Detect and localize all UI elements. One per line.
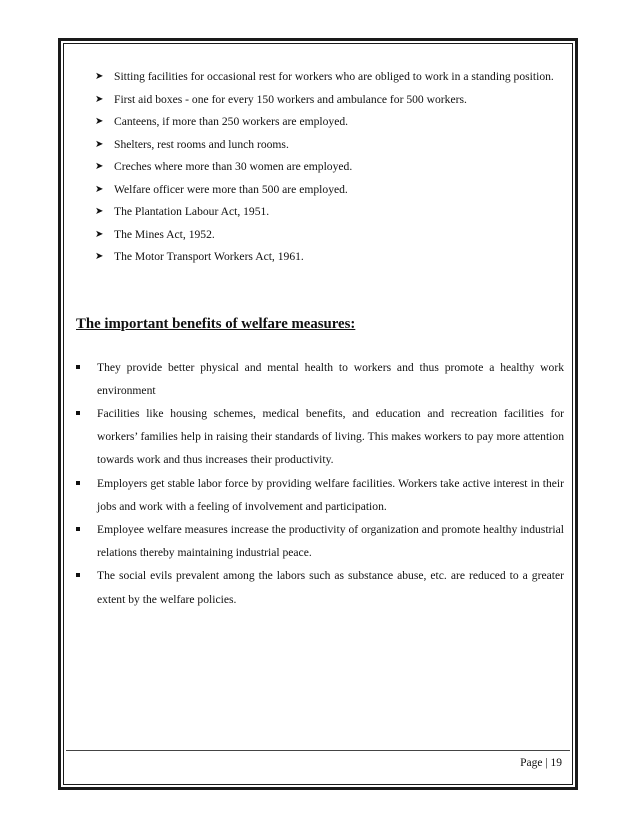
- list-item-text: Sitting facilities for occasional rest for workers who are obliged to work in a standing position.: [114, 70, 554, 83]
- list-item-text: The Mines Act, 1952.: [114, 227, 215, 241]
- list-item: [76, 518, 564, 564]
- arrow-bullet-icon: ➤: [95, 93, 104, 105]
- arrow-bullet-icon: ➤: [95, 116, 104, 127]
- list-item-text: The social evils prevalent among the labors such as substance abuse, etc. are reduced to a greater extent by the welfare policies.: [97, 569, 564, 606]
- list-item: [76, 246, 564, 269]
- list-item-text: The Plantation Labour Act, 1951.: [114, 205, 270, 218]
- list-item-text: Employers get stable labor force by providing welfare facilities. Workers take active interest in their jobs and work with a feeling of involvement and participation.: [97, 476, 564, 513]
- arrow-bullet-icon: ➤: [95, 161, 104, 172]
- list-item: [76, 472, 564, 518]
- list-item-text: They provide better physical and mental health to workers and thus promote a healthy work environment: [97, 360, 564, 397]
- arrow-bullet-list: [76, 66, 564, 269]
- arrow-bullet-icon: ➤: [95, 228, 104, 240]
- square-bullet-icon: [76, 481, 80, 485]
- list-item-text: First aid boxes - one for every 150 workers and ambulance for 500 workers.: [114, 92, 467, 106]
- list-item-text: Employee welfare measures increase the productivity of organization and promote healthy industrial relations thereby maintaining industrial peace.: [97, 522, 564, 560]
- list-item: [76, 224, 564, 247]
- list-item-text: Welfare officer were more than 500 are employed.: [114, 182, 348, 196]
- list-item: [76, 89, 564, 112]
- list-item: [76, 201, 564, 224]
- arrow-bullet-icon: ➤: [95, 138, 104, 150]
- list-item-text: Creches where more than 30 women are employed.: [114, 160, 353, 173]
- arrow-bullet-icon: ➤: [95, 71, 104, 82]
- list-item: [76, 564, 564, 610]
- list-item: [76, 179, 564, 202]
- arrow-bullet-icon: ➤: [95, 183, 104, 195]
- section-heading: The important benefits of welfare measures:: [76, 315, 356, 332]
- arrow-bullet-icon: ➤: [95, 251, 104, 262]
- list-item: [76, 111, 564, 134]
- square-bullet-icon: [76, 527, 80, 531]
- list-item: [76, 156, 564, 179]
- list-item-text: Canteens, if more than 250 workers are employed.: [114, 115, 349, 128]
- square-bullet-icon: [76, 573, 80, 577]
- page-number: Page | 19: [520, 757, 562, 769]
- list-item: [76, 402, 564, 472]
- benefits-list: [76, 356, 564, 611]
- list-item: [76, 356, 564, 402]
- page-content: [76, 66, 564, 611]
- list-item: [76, 134, 564, 157]
- list-item: [76, 66, 564, 89]
- square-bullet-icon: [76, 365, 80, 369]
- square-bullet-icon: [76, 411, 80, 415]
- list-item-text: Facilities like housing schemes, medical benefits, and education and recreation facilities for workers’ families help in raising their standards of living. This makes workers to pay more attention towards work and thus increases their productivity.: [97, 406, 564, 467]
- footer-divider: [66, 750, 570, 751]
- arrow-bullet-icon: ➤: [95, 206, 104, 217]
- list-item-text: Shelters, rest rooms and lunch rooms.: [114, 137, 289, 151]
- list-item-text: The Motor Transport Workers Act, 1961.: [114, 250, 304, 263]
